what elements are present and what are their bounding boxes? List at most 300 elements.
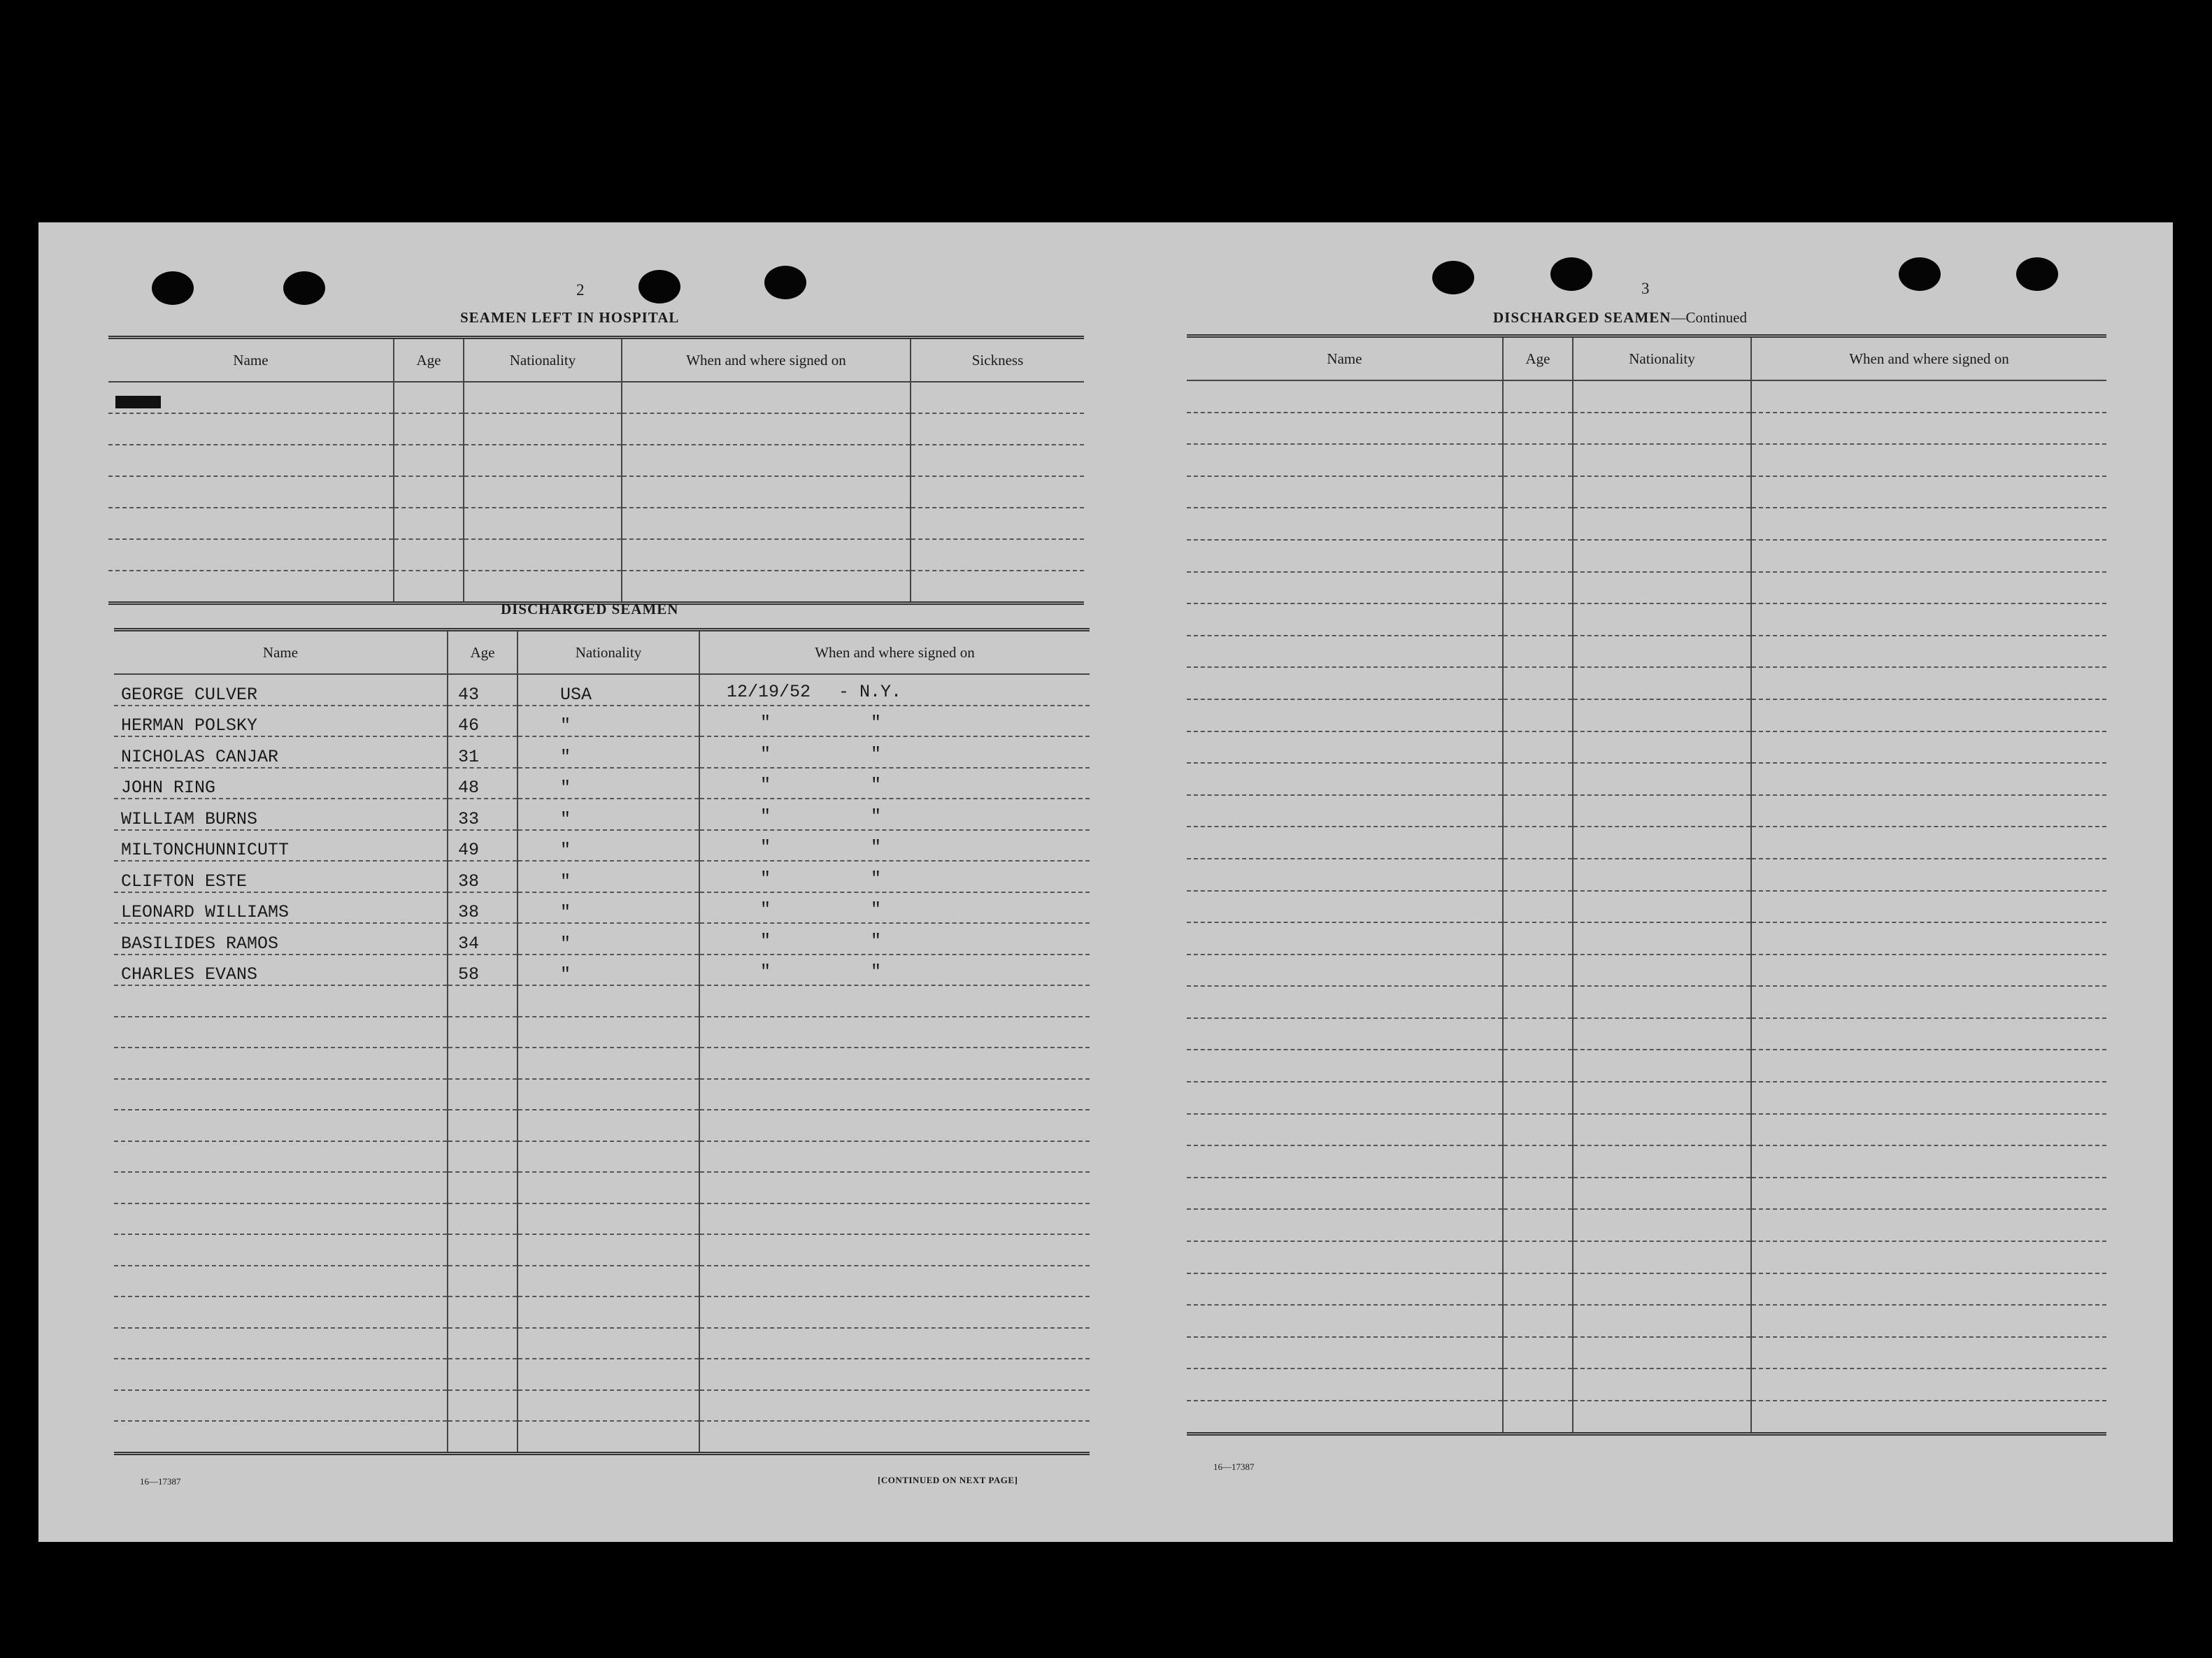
table-row — [114, 674, 1090, 706]
empty-cell — [699, 1203, 1090, 1235]
table-row — [1187, 922, 2106, 955]
empty-cell — [622, 508, 911, 539]
empty-cell — [114, 1017, 448, 1048]
empty-cell — [911, 539, 1084, 571]
empty-cell — [1187, 636, 1503, 668]
table-row — [114, 1172, 1090, 1203]
signed-on-date: " — [760, 899, 771, 920]
punch-hole — [638, 270, 680, 303]
signed-on-place: " — [871, 962, 882, 982]
empty-cell — [1187, 731, 1503, 764]
table-row — [114, 1421, 1090, 1453]
empty-cell — [1187, 667, 1503, 699]
table-row — [114, 1110, 1090, 1141]
signed-on-date: " — [760, 713, 771, 733]
signed-on-date: " — [760, 868, 771, 889]
table-row — [1187, 986, 2106, 1018]
empty-cell — [1503, 1114, 1573, 1146]
empty-cell — [1503, 1401, 1573, 1434]
empty-cell — [394, 539, 464, 571]
seaman-nationality: " — [518, 799, 699, 830]
empty-cell — [1751, 667, 2106, 699]
seaman-nationality: " — [518, 955, 699, 986]
empty-cell — [1751, 1305, 2106, 1337]
empty-cell — [1751, 1082, 2106, 1114]
table-row — [108, 445, 1084, 476]
empty-cell — [699, 1172, 1090, 1203]
seaman-signed-on — [699, 768, 1090, 799]
empty-cell — [1751, 1337, 2106, 1369]
empty-cell — [1503, 1145, 1573, 1178]
empty-cell — [1751, 1050, 2106, 1082]
empty-cell — [448, 1017, 518, 1048]
empty-cell — [1751, 699, 2106, 731]
empty-cell — [1751, 1145, 2106, 1178]
empty-cell — [1751, 922, 2106, 955]
table-row — [108, 413, 1084, 445]
empty-cell — [1573, 1114, 1751, 1146]
seaman-signed-on — [699, 892, 1090, 924]
table-row — [1187, 763, 2106, 795]
table-row — [1187, 667, 2106, 699]
empty-cell — [114, 1359, 448, 1390]
hospital-section-title: SEAMEN LEFT IN HOSPITAL — [460, 309, 680, 326]
table-row — [1187, 476, 2106, 508]
signed-on-date: " — [760, 837, 771, 857]
continued-section-title — [1493, 309, 1747, 327]
empty-cell — [1503, 699, 1573, 731]
empty-cell — [911, 413, 1084, 445]
table-row — [1187, 413, 2106, 445]
empty-cell — [1503, 1050, 1573, 1082]
seaman-name: HERMAN POLSKY — [114, 706, 448, 737]
empty-cell — [1573, 1241, 1751, 1273]
table-row — [114, 1048, 1090, 1079]
table-row — [1187, 540, 2106, 572]
empty-cell — [911, 445, 1084, 476]
seaman-nationality: " — [518, 830, 699, 862]
empty-cell — [1503, 986, 1573, 1018]
punch-hole — [152, 271, 194, 305]
empty-cell — [1187, 1368, 1503, 1401]
table-row — [114, 1328, 1090, 1359]
empty-cell — [1573, 508, 1751, 540]
ledger-page — [38, 222, 2173, 1542]
seaman-signed-on — [699, 674, 1090, 706]
hospital-header-age: Age — [394, 339, 464, 382]
seaman-age: 34 — [448, 923, 518, 955]
empty-cell — [1573, 699, 1751, 731]
empty-cell — [1187, 1337, 1503, 1369]
empty-cell — [1503, 795, 1573, 827]
empty-cell — [1751, 891, 2106, 923]
empty-cell — [1573, 763, 1751, 795]
empty-cell — [1187, 444, 1503, 476]
table-row — [114, 706, 1090, 737]
signed-on-place: " — [871, 837, 882, 857]
seaman-name: NICHOLAS CANJAR — [114, 736, 448, 768]
empty-cell — [1503, 540, 1573, 572]
empty-cell — [518, 1110, 699, 1141]
empty-cell — [911, 508, 1084, 539]
empty-cell — [1573, 859, 1751, 891]
table-row — [1187, 380, 2106, 413]
empty-cell — [114, 1266, 448, 1297]
seaman-signed-on — [699, 706, 1090, 737]
signed-on-date: 12/19/52 — [727, 681, 811, 702]
empty-cell — [699, 1234, 1090, 1266]
table-row — [1187, 636, 2106, 668]
table-row — [114, 985, 1090, 1017]
empty-cell — [1751, 444, 2106, 476]
continued-note: [CONTINUED ON NEXT PAGE] — [878, 1475, 1018, 1485]
empty-cell — [518, 1328, 699, 1359]
seaman-name: WILLIAM BURNS — [114, 799, 448, 830]
table-row — [1187, 1368, 2106, 1401]
empty-cell — [1573, 922, 1751, 955]
empty-cell — [1503, 508, 1573, 540]
table-row — [114, 1390, 1090, 1422]
empty-cell — [699, 1266, 1090, 1297]
empty-cell — [1751, 986, 2106, 1018]
table-row — [114, 1296, 1090, 1328]
table-row — [1187, 1018, 2106, 1050]
empty-cell — [1187, 859, 1503, 891]
table-row — [1187, 508, 2106, 540]
punch-hole — [283, 271, 325, 305]
empty-cell — [448, 1079, 518, 1110]
table-row — [114, 1203, 1090, 1235]
empty-cell — [518, 1017, 699, 1048]
empty-cell — [1187, 1145, 1503, 1178]
empty-cell — [1503, 1018, 1573, 1050]
empty-cell — [518, 1266, 699, 1297]
empty-cell — [1573, 795, 1751, 827]
seaman-nationality: " — [518, 736, 699, 768]
empty-cell — [1503, 444, 1573, 476]
empty-cell — [1187, 1305, 1503, 1337]
table-row — [1187, 1401, 2106, 1434]
discharged-header-nationality: Nationality — [518, 631, 699, 674]
empty-cell — [1503, 603, 1573, 636]
table-row — [114, 1141, 1090, 1173]
empty-cell — [1187, 1401, 1503, 1434]
hospital-header-sickness: Sickness — [911, 339, 1084, 382]
empty-cell — [1751, 1368, 2106, 1401]
seaman-signed-on — [699, 830, 1090, 862]
empty-cell — [1503, 891, 1573, 923]
empty-cell — [464, 476, 622, 508]
empty-cell — [1573, 1145, 1751, 1178]
page-number-left: 2 — [576, 281, 585, 299]
struck-out-text: XXXXXX — [115, 395, 161, 409]
empty-cell — [699, 1328, 1090, 1359]
empty-cell — [518, 1048, 699, 1079]
empty-cell — [1573, 444, 1751, 476]
empty-cell — [1751, 476, 2106, 508]
empty-cell — [1573, 986, 1751, 1018]
table-row — [114, 1234, 1090, 1266]
empty-cell — [1751, 508, 2106, 540]
table-row — [114, 861, 1090, 892]
empty-cell — [114, 985, 448, 1017]
signed-on-place: " — [871, 868, 882, 889]
empty-cell — [1503, 731, 1573, 764]
empty-cell — [1187, 1018, 1503, 1050]
empty-cell — [518, 1421, 699, 1453]
seaman-name: GEORGE CULVER — [114, 674, 448, 706]
empty-cell — [911, 476, 1084, 508]
table-row — [1187, 444, 2106, 476]
empty-cell — [448, 1421, 518, 1453]
table-row — [1187, 1145, 2106, 1178]
table-row — [1187, 955, 2106, 987]
table-row — [108, 382, 1084, 413]
table-row — [1187, 795, 2106, 827]
empty-cell — [518, 1296, 699, 1328]
empty-cell — [1187, 603, 1503, 636]
empty-cell — [464, 508, 622, 539]
empty-cell — [699, 1421, 1090, 1453]
seaman-age: 31 — [448, 736, 518, 768]
seaman-signed-on — [699, 955, 1090, 986]
empty-cell — [1503, 955, 1573, 987]
empty-cell — [448, 1172, 518, 1203]
empty-cell — [622, 445, 911, 476]
signed-on-place: " — [871, 806, 882, 827]
empty-cell — [622, 413, 911, 445]
empty-cell — [1187, 476, 1503, 508]
empty-cell — [518, 985, 699, 1017]
seaman-age: 49 — [448, 830, 518, 862]
table-row — [1187, 1178, 2106, 1210]
empty-cell — [464, 539, 622, 571]
table-row — [108, 476, 1084, 508]
empty-cell — [699, 1017, 1090, 1048]
empty-cell — [1187, 508, 1503, 540]
empty-cell — [1573, 1305, 1751, 1337]
continued-suffix: —Continued — [1671, 309, 1747, 326]
empty-cell — [1573, 1401, 1751, 1434]
discharged-header-age: Age — [448, 631, 518, 674]
empty-cell — [1187, 699, 1503, 731]
empty-cell — [114, 1421, 448, 1453]
seaman-age: 46 — [448, 706, 518, 737]
empty-cell — [1573, 891, 1751, 923]
hospital-header-name: Name — [108, 339, 394, 382]
empty-cell — [699, 1048, 1090, 1079]
table-row — [1187, 859, 2106, 891]
empty-cell — [1187, 986, 1503, 1018]
empty-cell — [1187, 380, 1503, 413]
table-row — [1187, 1082, 2106, 1114]
empty-cell — [448, 985, 518, 1017]
empty-cell — [448, 1234, 518, 1266]
seaman-signed-on — [699, 861, 1090, 892]
empty-cell — [518, 1172, 699, 1203]
empty-cell — [1751, 413, 2106, 445]
empty-cell — [1573, 827, 1751, 859]
empty-cell — [448, 1048, 518, 1079]
empty-cell — [1187, 922, 1503, 955]
hospital-header-when-where: When and where signed on — [622, 339, 911, 382]
seaman-signed-on — [699, 736, 1090, 768]
table-row — [1187, 1241, 2106, 1273]
empty-cell — [1573, 380, 1751, 413]
empty-cell — [1503, 1209, 1573, 1241]
empty-cell — [1503, 1273, 1573, 1306]
seaman-nationality: " — [518, 768, 699, 799]
empty-cell — [394, 413, 464, 445]
hospital-table — [108, 336, 1084, 605]
empty-cell — [464, 445, 622, 476]
empty-cell — [108, 571, 394, 603]
empty-cell — [394, 445, 464, 476]
seaman-nationality: " — [518, 861, 699, 892]
empty-cell — [1751, 540, 2106, 572]
discharged-section-title: DISCHARGED SEAMEN — [501, 601, 679, 617]
table-row — [1187, 603, 2106, 636]
empty-cell — [1573, 667, 1751, 699]
seaman-name: CHARLES EVANS — [114, 955, 448, 986]
signed-on-place: " — [871, 899, 882, 920]
empty-cell — [394, 571, 464, 603]
seaman-age: 33 — [448, 799, 518, 830]
empty-cell — [1187, 795, 1503, 827]
empty-cell — [464, 571, 622, 603]
empty-cell — [1751, 763, 2106, 795]
empty-cell — [448, 1359, 518, 1390]
table-row — [1187, 1273, 2106, 1306]
continued-header-nationality: Nationality — [1573, 338, 1751, 380]
empty-cell — [1573, 603, 1751, 636]
form-number-left: 16—17387 — [140, 1476, 181, 1487]
struck-entry-cell — [108, 382, 394, 413]
empty-cell — [699, 1141, 1090, 1173]
empty-cell — [1751, 1114, 2106, 1146]
empty-cell — [1187, 1273, 1503, 1306]
seaman-signed-on — [699, 923, 1090, 955]
empty-cell — [911, 571, 1084, 603]
empty-cell — [622, 571, 911, 603]
seaman-age: 48 — [448, 768, 518, 799]
empty-cell — [448, 1141, 518, 1173]
empty-cell — [1751, 1401, 2106, 1434]
empty-cell — [114, 1328, 448, 1359]
empty-cell — [394, 476, 464, 508]
signed-on-place: - N.Y. — [839, 681, 902, 702]
empty-cell — [114, 1110, 448, 1141]
punch-hole — [1432, 261, 1474, 294]
empty-cell — [699, 1110, 1090, 1141]
punch-hole — [2016, 257, 2058, 291]
signed-on-date: " — [760, 930, 771, 951]
empty-cell — [1503, 476, 1573, 508]
table-row — [1187, 1337, 2106, 1369]
empty-cell — [1503, 380, 1573, 413]
empty-cell — [1187, 1050, 1503, 1082]
empty-cell — [1503, 827, 1573, 859]
table-row — [114, 1079, 1090, 1110]
empty-cell — [1187, 763, 1503, 795]
seaman-nationality: " — [518, 706, 699, 737]
empty-cell — [1573, 1209, 1751, 1241]
empty-cell — [1573, 540, 1751, 572]
seaman-nationality: " — [518, 923, 699, 955]
empty-cell — [1751, 795, 2106, 827]
empty-cell — [518, 1203, 699, 1235]
seaman-age: 38 — [448, 892, 518, 924]
empty-cell — [1751, 380, 2106, 413]
empty-cell — [114, 1390, 448, 1422]
table-row — [114, 1017, 1090, 1048]
signed-on-date: " — [760, 806, 771, 827]
empty-cell — [1573, 1082, 1751, 1114]
signed-on-date: " — [760, 775, 771, 795]
empty-cell — [1751, 731, 2106, 764]
empty-cell — [1187, 1178, 1503, 1210]
empty-cell — [1751, 572, 2106, 604]
empty-cell — [1751, 1273, 2106, 1306]
continued-section-title-text: DISCHARGED SEAMEN — [1493, 309, 1671, 326]
empty-cell — [1751, 1178, 2106, 1210]
discharged-continued-table — [1187, 334, 2106, 1436]
signed-on-place: " — [871, 930, 882, 951]
empty-cell — [1503, 859, 1573, 891]
seaman-name: LEONARD WILLIAMS — [114, 892, 448, 924]
empty-cell — [1503, 763, 1573, 795]
empty-cell — [622, 476, 911, 508]
empty-cell — [114, 1141, 448, 1173]
table-row — [1187, 1209, 2106, 1241]
table-row — [1187, 572, 2106, 604]
empty-cell — [1573, 1178, 1751, 1210]
discharged-table — [114, 628, 1090, 1455]
empty-cell — [1187, 540, 1503, 572]
table-row — [1187, 827, 2106, 859]
seaman-age: 58 — [448, 955, 518, 986]
table-row — [1187, 699, 2106, 731]
empty-cell — [699, 1359, 1090, 1390]
empty-cell — [1503, 667, 1573, 699]
empty-cell — [114, 1048, 448, 1079]
table-row — [1187, 891, 2106, 923]
empty-cell — [108, 476, 394, 508]
empty-cell — [518, 1359, 699, 1390]
empty-cell — [1573, 476, 1751, 508]
empty-cell — [1503, 1082, 1573, 1114]
empty-cell — [114, 1203, 448, 1235]
empty-cell — [108, 413, 394, 445]
empty-cell — [1503, 922, 1573, 955]
continued-header-when-where: When and where signed on — [1751, 338, 2106, 380]
empty-cell — [1503, 1241, 1573, 1273]
empty-cell — [114, 1172, 448, 1203]
table-row — [108, 539, 1084, 571]
seaman-age: 38 — [448, 861, 518, 892]
empty-cell — [622, 539, 911, 571]
empty-cell — [1573, 413, 1751, 445]
empty-cell — [699, 985, 1090, 1017]
empty-cell — [1573, 572, 1751, 604]
empty-cell — [1503, 636, 1573, 668]
table-row — [1187, 1305, 2106, 1337]
punch-hole — [764, 266, 806, 299]
table-row — [114, 799, 1090, 830]
empty-cell — [1503, 1305, 1573, 1337]
empty-cell — [518, 1390, 699, 1422]
seaman-name: MILTONCHUNNICUTT — [114, 830, 448, 862]
